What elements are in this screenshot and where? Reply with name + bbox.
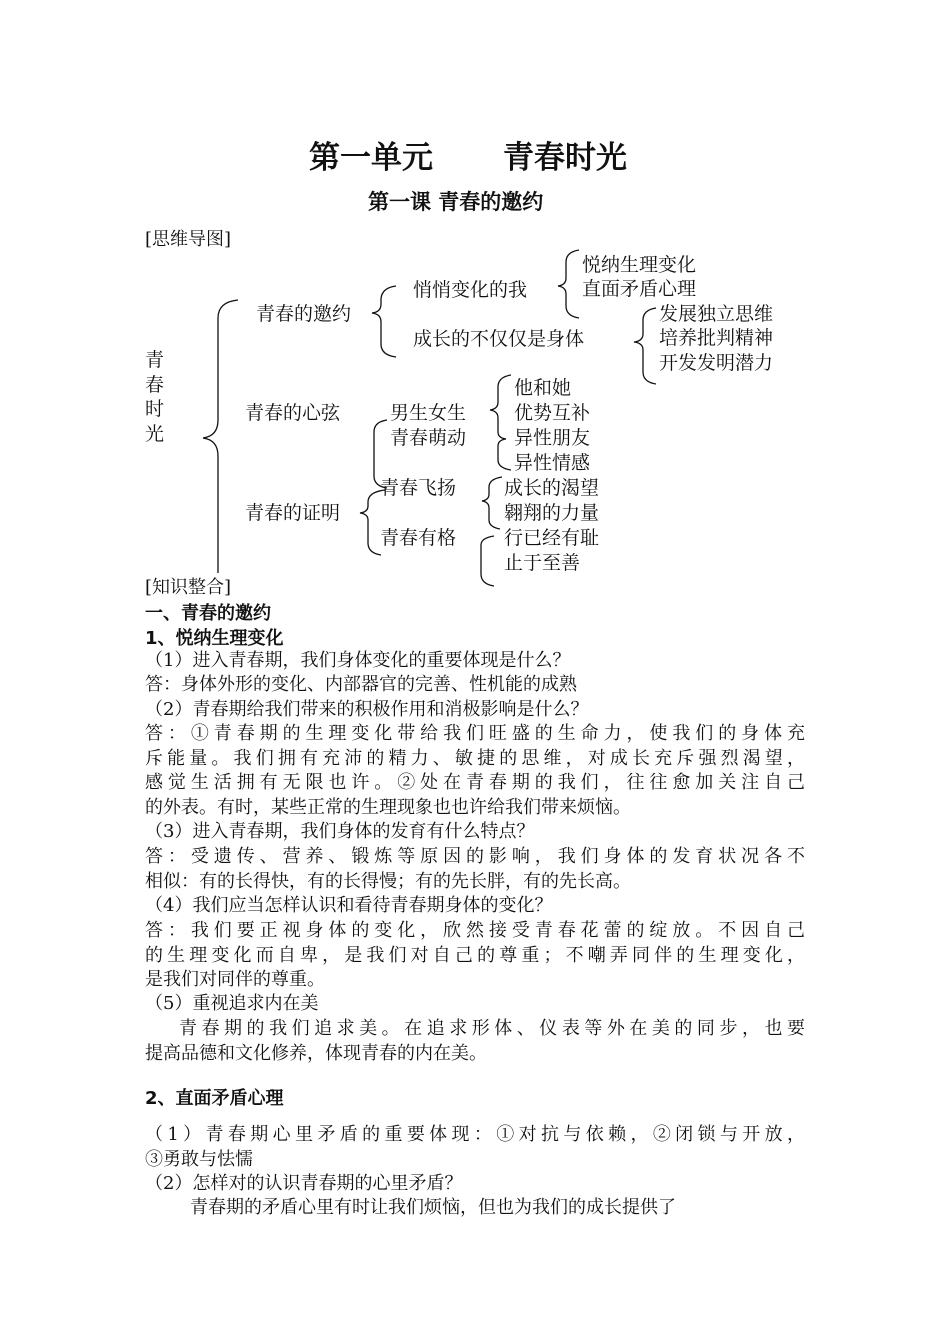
mindmap-heading: [思维导图] xyxy=(145,229,232,250)
b1-2-brace xyxy=(634,308,656,384)
b2-item: 异性情感 xyxy=(514,452,591,474)
question: （2）青春期给我们带来的积极作用和消极影响是什么？ xyxy=(145,699,589,720)
b1-1-brace xyxy=(558,250,579,318)
knowledge-heading: [知识整合] xyxy=(145,573,231,599)
b1-1-item: 悦纳生理变化 xyxy=(582,254,697,276)
b2-item: 优势互补 xyxy=(514,402,591,424)
question: （2）怎样对的认识青春期的心里矛盾？ xyxy=(145,1173,463,1194)
branch-3: 青春的证明 xyxy=(245,502,341,524)
answer: 青春期的矛盾心里有时让我们烦恼，但也为我们的成长提供了 xyxy=(190,1197,676,1218)
answer: 答：身体外形的变化、内部器官的完善、性机能的成熟 xyxy=(145,674,577,695)
question: （3）进入青春期，我们身体的发育有什么特点？ xyxy=(145,821,535,842)
answer-block: 青春期的我们追求美。在追求形体、仪表等外在美的同步，也要 提高品德和文化修养，体现青春的内在美。 xyxy=(145,1018,805,1064)
question-block: （1）青春期心里矛盾的重要体现：①对抗与依赖，②闭锁与开放， ③勇敢与怯懦 xyxy=(145,1124,805,1170)
mindmap-root: 青 春 时 光 xyxy=(145,349,165,445)
unit-title: 第一单元 xyxy=(309,140,433,176)
lesson-title: 第一课 青春的邀约 xyxy=(368,190,544,214)
b3-2-brace xyxy=(481,536,494,586)
question: （1）进入青春期，我们身体变化的重要体现是什么？ xyxy=(145,650,571,671)
b2-items-brace xyxy=(490,375,511,470)
answer-block: 答：我们要正视身体的变化，欣然接受青春花蕾的绽放。不因自己 的生理变化而自卑，是我们对自己的尊重；不嘲弄同伴的生理变化， 是我们对同伴的尊重。 xyxy=(145,920,805,990)
branch-3-1: 青春飞扬 xyxy=(380,477,457,499)
subsection-heading: 1、悦纳生理变化 xyxy=(145,628,284,649)
branch-2-2: 青春萌动 xyxy=(390,427,467,449)
b1-2-item: 发展独立思维 xyxy=(659,303,774,325)
branch-1: 青春的邀约 xyxy=(256,303,352,325)
subsection-heading: 2、直面矛盾心理 xyxy=(145,1088,284,1109)
question: （4）我们应当怎样认识和看待青春期身体的变化？ xyxy=(145,895,553,916)
b1-2-item: 培养批判精神 xyxy=(659,327,774,349)
section-heading: 一、青春的邀约 xyxy=(145,603,271,624)
answer-block: 答：受遗传、营养、锻炼等原因的影响，我们身体的发育状况各不 相似：有的长得快，有的长得慢；有的先长胖，有的先长高。 xyxy=(145,846,805,892)
b3-item: 止于至善 xyxy=(504,552,581,574)
branch-3-2: 青春有格 xyxy=(380,527,457,549)
b1-1-item: 直面矛盾心理 xyxy=(582,278,697,300)
b1-2-item: 开发发明潜力 xyxy=(659,352,774,374)
question: （5）重视追求内在美 xyxy=(145,993,319,1014)
unit-subtitle: 青春时光 xyxy=(503,140,627,176)
b2-item: 异性朋友 xyxy=(514,427,591,449)
branch-1-1: 悄悄变化的我 xyxy=(413,279,528,301)
b3-item: 翱翔的力量 xyxy=(504,502,600,524)
answer-block: 答：①青春期的生理变化带给我们旺盛的生命力，使我们的身体充 斥能量。我们拥有充沛的精力、敏捷的思维，对成长充斥强烈渴望， 感觉生活拥有无限也许。②处在青春期的我们，往往愈加关注自己 的外表。有时，某些正常的生理现象也也许给我们带来烦恼。 xyxy=(145,723,805,818)
branch-2: 青春的心弦 xyxy=(245,402,341,424)
b3-1-brace xyxy=(482,477,502,529)
b3-item: 成长的渴望 xyxy=(504,477,600,499)
branch-1-2: 成长的不仅仅是身体 xyxy=(413,328,585,350)
b3-item: 行已经有耻 xyxy=(504,527,600,549)
b1-brace xyxy=(372,286,396,357)
b2-item: 他和她 xyxy=(514,377,572,399)
root-brace xyxy=(203,300,238,578)
branch-2-1: 男生女生 xyxy=(390,402,467,424)
